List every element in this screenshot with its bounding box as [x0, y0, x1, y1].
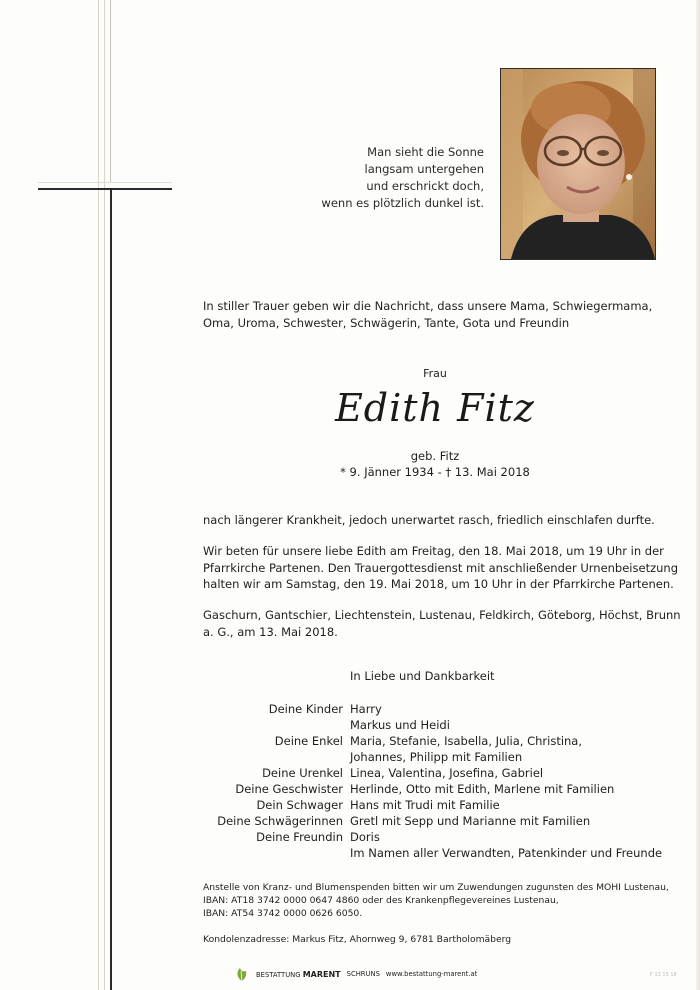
- cross-line-light: [110, 0, 111, 183]
- cross-post: [110, 190, 112, 990]
- brand-name: [256, 970, 341, 979]
- service-text: Wir beten für unsere liebe Edith am Freitag, den 18. Mai 2018, um 19 Uhr in der Pfarrkirche Partenen. Den Trauergottesdienst mit anschließender Urnenbeisetzung halten wir am Samstag, den 19. Mai 2018, um 10 Uhr in der Pfarrkirche Partenen.: [203, 544, 678, 591]
- relation-names: Im Namen aller Verwandten, Patenkinder und Freunde: [350, 846, 663, 860]
- motto: [300, 144, 484, 212]
- relatives-row: [150, 717, 670, 733]
- notice-line: IBAN: AT54 3742 0000 0626 6050.: [203, 908, 363, 920]
- life-dates: * 9. Jänner 1934 - † 13. Mai 2018: [340, 465, 530, 479]
- relation-names: Doris: [350, 830, 380, 844]
- footer-brand: [234, 965, 477, 983]
- relation-label: [150, 717, 350, 733]
- intro-text: In stiller Trauer geben wir die Nachricht, dass unsere Mama, Schwiegermama, Oma, Uroma, Schwester, Schwägerin, Tante, Gota und Freundin: [203, 299, 653, 330]
- cross-line-light: [38, 182, 172, 183]
- donation-notice: [203, 881, 683, 921]
- passing-text: nach längerer Krankheit, jedoch unerwartet rasch, friedlich einschlafen durfte.: [203, 513, 655, 527]
- relatives-row: [150, 797, 670, 813]
- relatives-row: [150, 765, 670, 781]
- motto-line: langsam untergehen: [364, 162, 484, 176]
- relation-label: Deine Urenkel: [262, 766, 343, 780]
- notice-line: IBAN: AT18 3742 0000 0647 4860 oder des Krankenpflegevereines Lustenau,: [203, 895, 559, 907]
- relatives-row: [150, 829, 670, 845]
- motto-line: und erschrickt doch,: [366, 179, 484, 193]
- relatives-row: [150, 845, 670, 861]
- relation-label: Deine Schwägerinnen: [217, 814, 343, 828]
- portrait-photo: [500, 68, 656, 260]
- condolence-address: Kondolenzadresse: Markus Fitz, Ahornweg 9, 6781 Bartholomäberg: [203, 934, 512, 945]
- relation-names: Harry: [350, 702, 382, 716]
- relatives-list: [150, 701, 670, 861]
- birth-name: geb. Fitz: [410, 449, 460, 463]
- relation-names: Johannes, Philipp mit Familien: [350, 750, 523, 764]
- notice-line: Anstelle von Kranz- und Blumenspenden bitten wir um Zuwendungen zugunsten des MOHI Lustenau,: [203, 882, 669, 893]
- relatives-row: [150, 813, 670, 829]
- relation-names: Hans mit Trudi mit Familie: [350, 798, 500, 812]
- relation-names: Markus und Heidi: [350, 718, 450, 732]
- motto-line: Man sieht die Sonne: [367, 145, 484, 159]
- cross-line-light: [98, 0, 99, 990]
- relation-label: Deine Kinder: [268, 702, 343, 716]
- relation-label: [150, 749, 350, 765]
- relation-names: Herlinde, Otto mit Edith, Marlene mit Familien: [350, 782, 615, 796]
- brand-town: SCHRUNS: [346, 970, 380, 978]
- relation-label: [150, 845, 350, 861]
- relation-names: Gretl mit Sepp und Marianne mit Familien: [350, 814, 591, 828]
- relation-names: Maria, Stefanie, Isabella, Julia, Christina,: [350, 734, 583, 748]
- cross-beam: [38, 188, 172, 190]
- brand-main: MARENT: [302, 969, 341, 979]
- relatives-row: [150, 749, 670, 765]
- page-edge: [696, 0, 700, 990]
- deceased-name: Edith Fitz: [335, 386, 535, 430]
- print-code: F 13 15 18: [650, 972, 677, 978]
- relatives-row: [150, 781, 670, 797]
- relation-names: Linea, Valentina, Josefina, Gabriel: [350, 766, 544, 780]
- relatives-row: [150, 733, 670, 749]
- cross-line-light: [104, 0, 105, 990]
- relatives-row: [150, 701, 670, 717]
- relation-label: Dein Schwager: [256, 798, 343, 812]
- relation-label: Deine Freundin: [256, 830, 343, 844]
- relation-label: Deine Enkel: [274, 734, 343, 748]
- places-date: Gaschurn, Gantschier, Liechtenstein, Lustenau, Feldkirch, Göteborg, Höchst, Brunn a. G., am 13. Mai 2018.: [203, 608, 681, 639]
- gratitude-line: In Liebe und Dankbarkeit: [350, 669, 495, 683]
- salutation: Frau: [423, 367, 447, 380]
- motto-line: wenn es plötzlich dunkel ist.: [321, 196, 484, 210]
- leaf-logo-icon: [234, 966, 250, 982]
- brand-prefix: BESTATTUNG: [256, 970, 301, 979]
- relation-label: Deine Geschwister: [235, 782, 343, 796]
- brand-url[interactable]: www.bestattung-marent.at: [385, 970, 478, 978]
